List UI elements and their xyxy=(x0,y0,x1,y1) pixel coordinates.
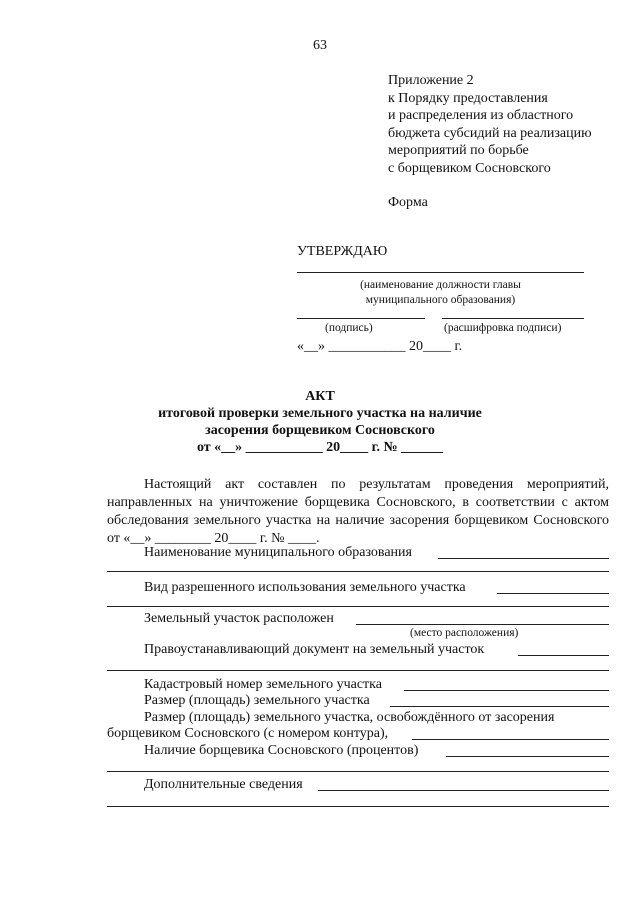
form-label: Форма xyxy=(388,195,428,210)
page-number: 63 xyxy=(313,38,327,53)
position-line xyxy=(297,272,584,273)
field-additional-line xyxy=(318,790,609,791)
field-title-document-label: Правоустанавливающий документ на земельный участок xyxy=(144,642,485,657)
intro-paragraph: Настоящий акт составлен по результатам проведения мероприятий, направленных на уничтожение борщевика Сосновского, в соответствии с актом обследования земельного участка на наличие засорения борщевиком Сосновского от «__» ________ 20____ г. № ____. xyxy=(107,477,609,546)
field-cleared-area-line xyxy=(412,739,609,740)
location-caption: (место расположения) xyxy=(410,627,519,639)
field-municipality-line-2 xyxy=(107,571,609,572)
appendix-line: к Порядку предоставления xyxy=(388,90,548,106)
field-cadastral-label: Кадастровый номер земельного участка xyxy=(144,677,382,692)
appendix-line: бюджета субсидий на реализацию xyxy=(388,125,592,141)
act-subtitle-1: итоговой проверки земельного участка на наличие xyxy=(158,406,482,421)
field-additional-line-2 xyxy=(107,806,609,807)
appendix-line: с борщевиком Сосновского xyxy=(388,160,551,176)
field-title-document-line-2 xyxy=(107,670,609,671)
decoding-caption: (расшифровка подписи) xyxy=(444,322,562,334)
appendix-line: и распределения из областного xyxy=(388,108,574,123)
field-area-line xyxy=(390,706,609,707)
field-land-use-label: Вид разрешенного использования земельного участка xyxy=(144,580,466,595)
signature-caption: (подпись) xyxy=(325,322,373,334)
appendix-block xyxy=(388,72,592,177)
field-land-use-line xyxy=(497,593,609,594)
field-cleared-area-label-2: борщевиком Сосновского (с номером контура), xyxy=(107,726,389,741)
approval-date: «__» ___________ 20____ г. xyxy=(297,339,463,354)
appendix-line: мероприятий по борьбе xyxy=(388,143,529,158)
field-municipality-label: Наименование муниципального образования xyxy=(144,545,412,560)
decoding-line xyxy=(442,318,584,319)
act-date-number: от «__» ___________ 20____ г. № ______ xyxy=(196,440,444,455)
field-municipality-line xyxy=(438,558,609,559)
field-location-label: Земельный участок расположен xyxy=(144,611,334,626)
act-title: АКТ xyxy=(305,389,335,404)
field-cadastral-line xyxy=(404,690,609,691)
field-presence-line-2 xyxy=(107,771,609,772)
position-caption-2: муниципального образования) xyxy=(365,294,516,306)
field-presence-line xyxy=(446,756,609,757)
position-caption-1: (наименование должности главы xyxy=(360,279,521,291)
field-land-use-line-2 xyxy=(107,606,609,607)
field-location-line xyxy=(356,624,609,625)
appendix-line: Приложение 2 xyxy=(388,73,474,88)
act-subtitle-2: засорения борщевиком Сосновского xyxy=(205,423,435,438)
field-additional-label: Дополнительные сведения xyxy=(144,777,303,792)
approval-title: УТВЕРЖДАЮ xyxy=(297,244,388,259)
field-cleared-area-label-1: Размер (площадь) земельного участка, освобождённого от засорения xyxy=(144,710,555,725)
field-area-label: Размер (площадь) земельного участка xyxy=(144,693,370,708)
field-presence-label: Наличие борщевика Сосновского (процентов) xyxy=(144,743,419,758)
field-title-document-line xyxy=(518,655,609,656)
signature-line xyxy=(297,318,425,319)
